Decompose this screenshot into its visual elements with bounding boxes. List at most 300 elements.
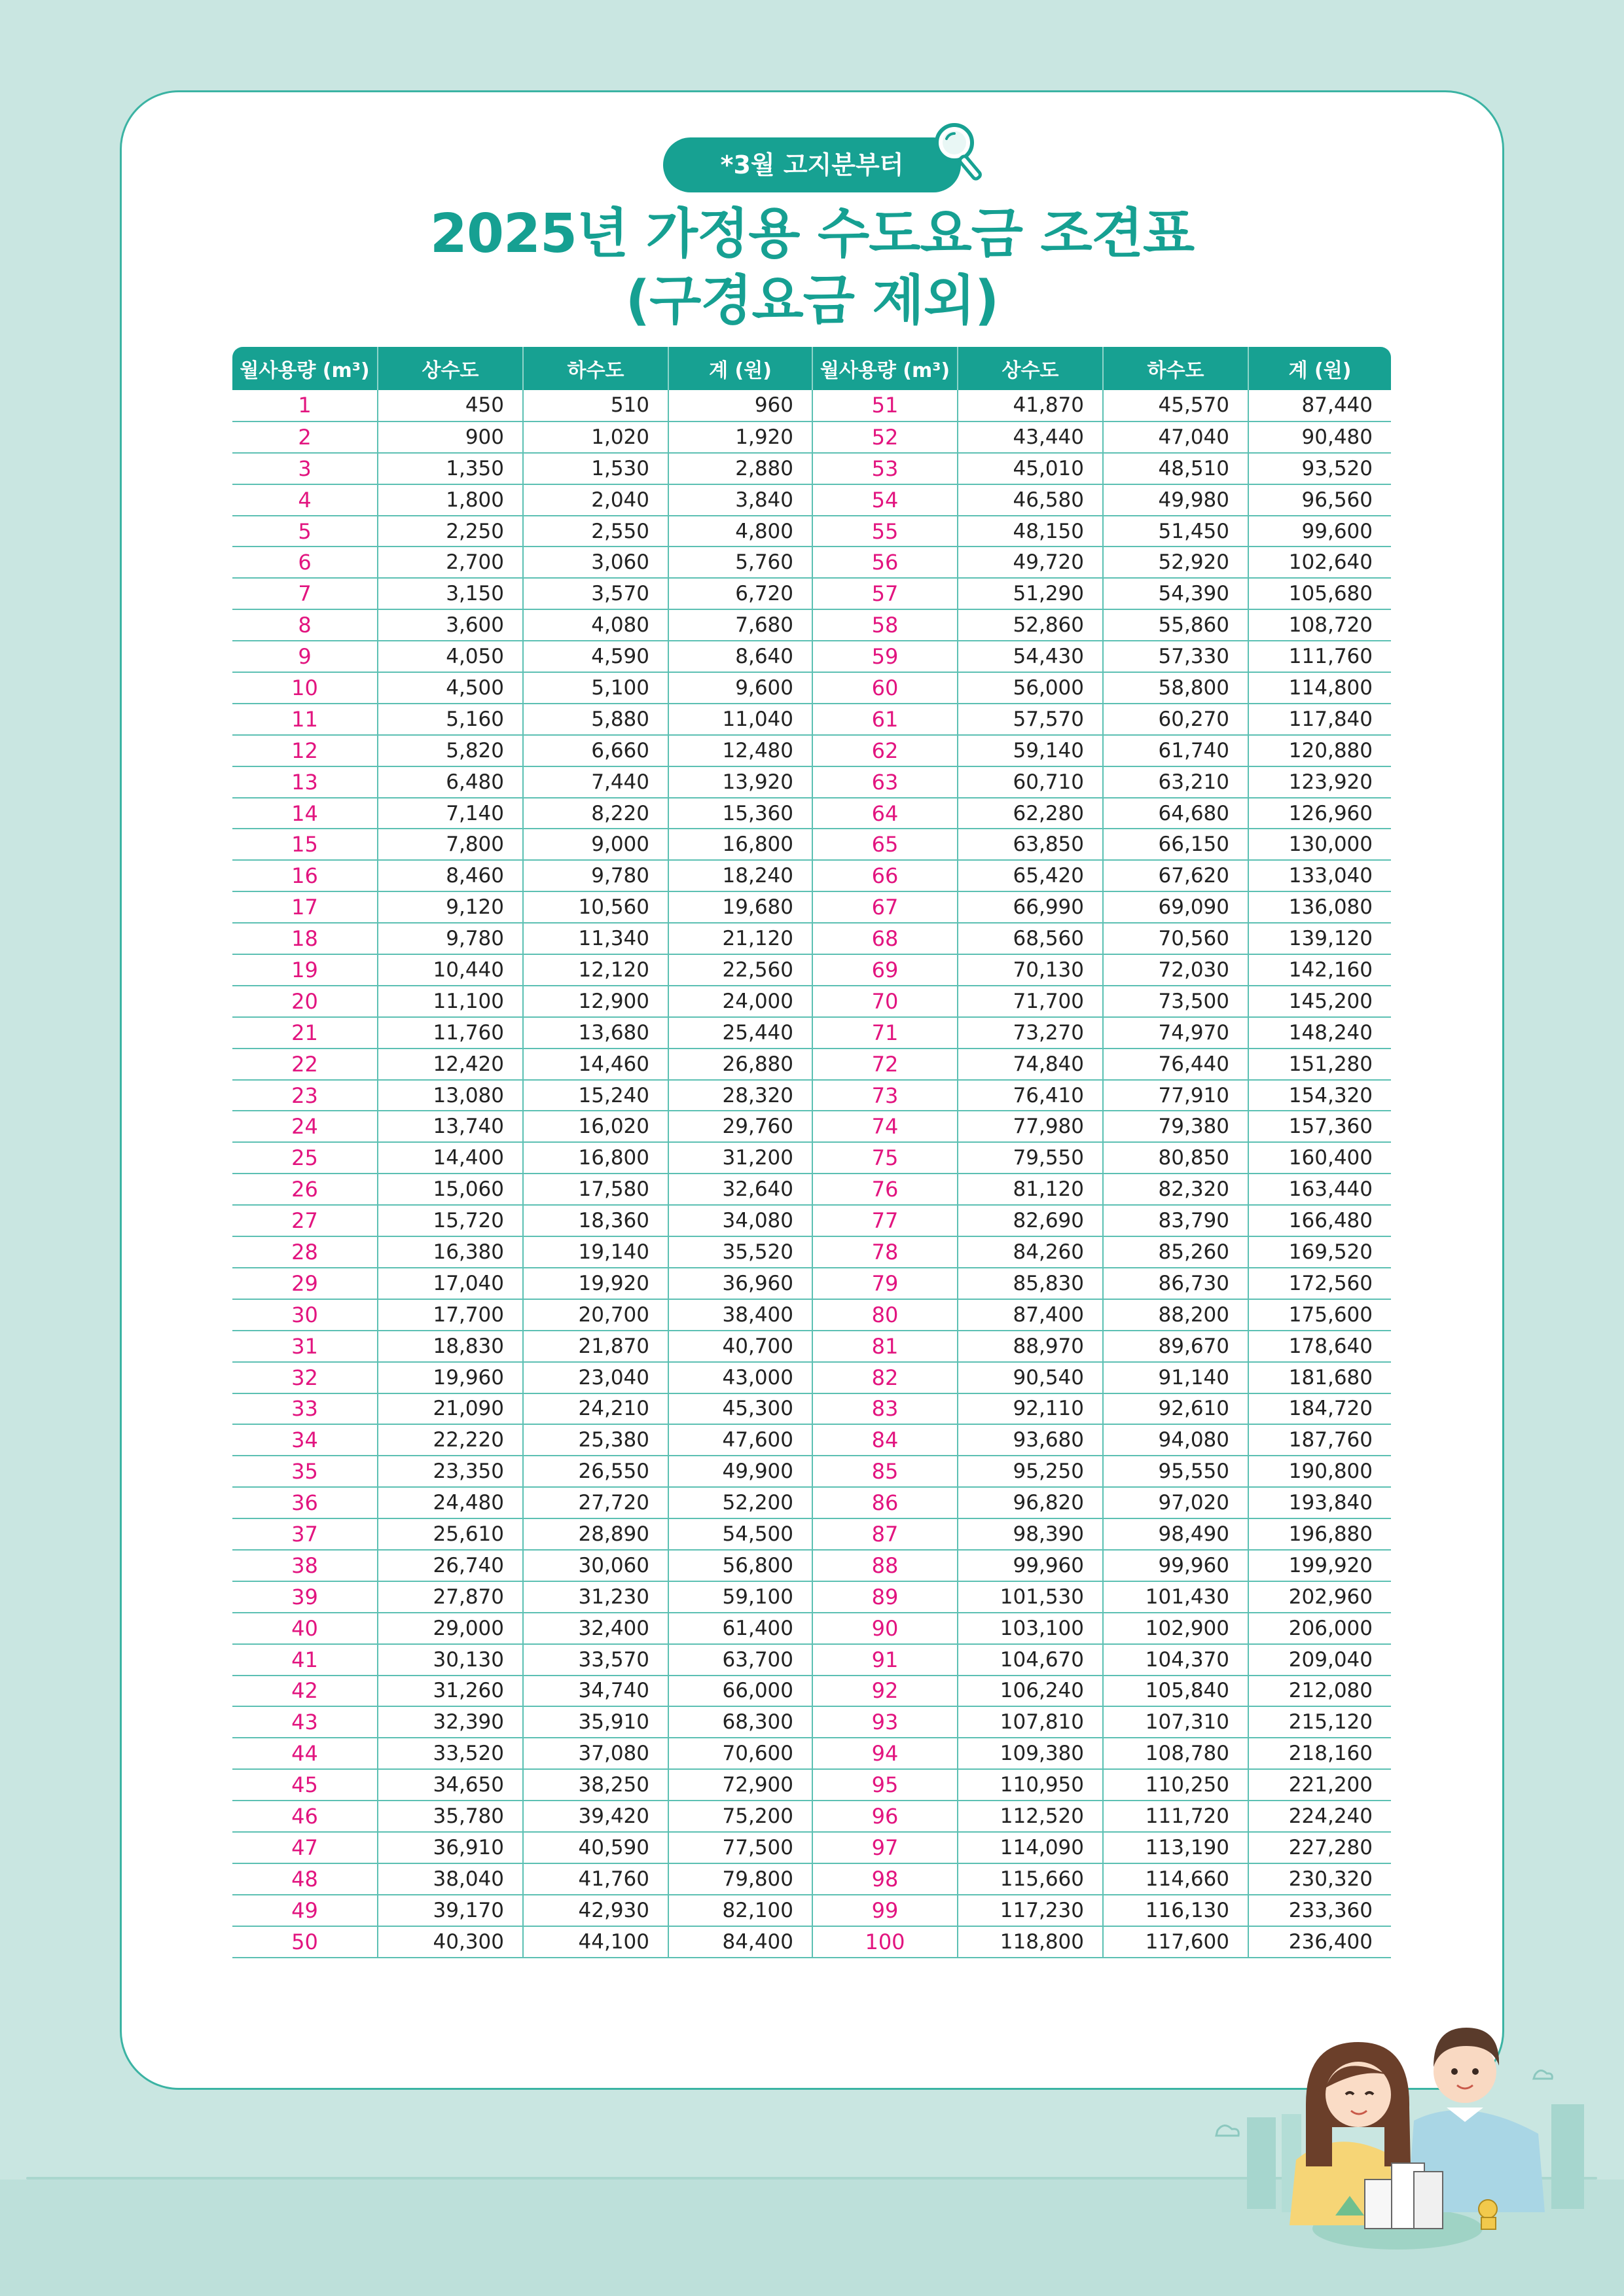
cell-sewer: 88,200 [1103,1299,1248,1331]
table-row [232,860,1391,891]
cell-water: 15,060 [378,1174,523,1205]
cell-total: 24,000 [668,986,812,1017]
cell-water: 8,460 [378,860,523,891]
cell-water: 7,140 [378,798,523,829]
table-row [232,704,1391,735]
cell-total: 227,280 [1248,1832,1391,1863]
cell-water: 87,400 [958,1299,1103,1331]
cell-water: 13,080 [378,1080,523,1111]
cell-water: 60,710 [958,766,1103,798]
cell-usage: 88 [812,1550,958,1581]
cell-usage: 54 [812,484,958,516]
cell-sewer: 99,960 [1103,1550,1248,1581]
cell-water: 62,280 [958,798,1103,829]
cell-total: 32,640 [668,1174,812,1205]
cell-water: 81,120 [958,1174,1103,1205]
cell-total: 120,880 [1248,735,1391,766]
cell-usage: 21 [232,1017,378,1049]
cell-total: 199,920 [1248,1550,1391,1581]
cell-sewer: 73,500 [1103,986,1248,1017]
table-row [232,641,1391,672]
table-row [232,1299,1391,1331]
cell-usage: 95 [812,1769,958,1801]
cell-sewer: 16,800 [523,1142,668,1174]
cell-usage: 60 [812,672,958,704]
cell-water: 1,800 [378,484,523,516]
cell-total: 16,800 [668,829,812,860]
cell-water: 106,240 [958,1676,1103,1707]
cell-usage: 87 [812,1518,958,1550]
cell-total: 114,800 [1248,672,1391,704]
cell-sewer: 55,860 [1103,609,1248,641]
cell-sewer: 38,250 [523,1769,668,1801]
cell-water: 16,380 [378,1236,523,1268]
cell-sewer: 9,780 [523,860,668,891]
cell-total: 212,080 [1248,1676,1391,1707]
cell-sewer: 3,570 [523,578,668,609]
cell-total: 6,720 [668,578,812,609]
cell-usage: 46 [232,1801,378,1832]
cell-sewer: 76,440 [1103,1049,1248,1080]
cell-total: 31,200 [668,1142,812,1174]
cell-water: 118,800 [958,1926,1103,1958]
table-row [232,1613,1391,1644]
cell-usage: 23 [232,1080,378,1111]
cell-usage: 51 [812,390,958,422]
cell-total: 5,760 [668,547,812,578]
cell-usage: 70 [812,986,958,1017]
cell-sewer: 4,590 [523,641,668,672]
table-row [232,1738,1391,1769]
fee-table [232,347,1391,1958]
cell-usage: 57 [812,578,958,609]
cell-usage: 20 [232,986,378,1017]
cell-usage: 96 [812,1801,958,1832]
cell-water: 56,000 [958,672,1103,704]
cell-sewer: 80,850 [1103,1142,1248,1174]
cell-water: 1,350 [378,453,523,484]
cell-water: 112,520 [958,1801,1103,1832]
cell-usage: 80 [812,1299,958,1331]
cell-sewer: 104,370 [1103,1644,1248,1676]
cell-sewer: 25,380 [523,1424,668,1456]
cell-total: 105,680 [1248,578,1391,609]
cell-usage: 8 [232,609,378,641]
cell-total: 47,600 [668,1424,812,1456]
cell-total: 187,760 [1248,1424,1391,1456]
table-row [232,1801,1391,1832]
cell-water: 11,760 [378,1017,523,1049]
cell-total: 136,080 [1248,891,1391,923]
table-row [232,1926,1391,1958]
cell-sewer: 77,910 [1103,1080,1248,1111]
cell-usage: 29 [232,1268,378,1299]
table-row [232,484,1391,516]
cell-water: 39,170 [378,1895,523,1926]
cell-water: 40,300 [378,1926,523,1958]
cell-usage: 58 [812,609,958,641]
table-row [232,766,1391,798]
cell-sewer: 15,240 [523,1080,668,1111]
table-row [232,516,1391,547]
cell-usage: 83 [812,1393,958,1425]
table-row [232,1331,1391,1362]
cell-total: 184,720 [1248,1393,1391,1425]
cell-sewer: 40,590 [523,1832,668,1863]
col-header-usage: 월사용량 (m³) [812,347,958,390]
cell-usage: 62 [812,735,958,766]
cell-usage: 24 [232,1111,378,1142]
cell-sewer: 79,380 [1103,1111,1248,1142]
cell-usage: 82 [812,1362,958,1393]
cell-sewer: 113,190 [1103,1832,1248,1863]
cell-usage: 41 [232,1644,378,1676]
cell-total: 133,040 [1248,860,1391,891]
cell-water: 9,120 [378,891,523,923]
cell-sewer: 69,090 [1103,891,1248,923]
cell-water: 14,400 [378,1142,523,1174]
table-row [232,390,1391,422]
table-row [232,1236,1391,1268]
cell-water: 90,540 [958,1362,1103,1393]
cell-sewer: 42,930 [523,1895,668,1926]
cell-sewer: 54,390 [1103,578,1248,609]
cell-usage: 38 [232,1550,378,1581]
cell-total: 35,520 [668,1236,812,1268]
table-row [232,1142,1391,1174]
cell-sewer: 17,580 [523,1174,668,1205]
cell-water: 18,830 [378,1331,523,1362]
cell-sewer: 48,510 [1103,453,1248,484]
cell-sewer: 116,130 [1103,1895,1248,1926]
cell-water: 11,100 [378,986,523,1017]
cell-total: 96,560 [1248,484,1391,516]
cell-sewer: 44,100 [523,1926,668,1958]
cell-total: 75,200 [668,1801,812,1832]
cell-sewer: 97,020 [1103,1487,1248,1518]
cell-total: 68,300 [668,1706,812,1738]
cell-sewer: 94,080 [1103,1424,1248,1456]
cell-water: 7,800 [378,829,523,860]
cell-sewer: 82,320 [1103,1174,1248,1205]
cell-usage: 78 [812,1236,958,1268]
cell-water: 85,830 [958,1268,1103,1299]
cell-water: 35,780 [378,1801,523,1832]
cell-usage: 92 [812,1676,958,1707]
cell-sewer: 31,230 [523,1581,668,1613]
cell-water: 109,380 [958,1738,1103,1769]
cell-water: 33,520 [378,1738,523,1769]
cell-water: 70,130 [958,954,1103,986]
cell-total: 26,880 [668,1049,812,1080]
cell-total: 215,120 [1248,1706,1391,1738]
cell-usage: 10 [232,672,378,704]
table-row [232,1362,1391,1393]
cell-water: 79,550 [958,1142,1103,1174]
cell-sewer: 23,040 [523,1362,668,1393]
cell-usage: 25 [232,1142,378,1174]
cell-total: 178,640 [1248,1331,1391,1362]
cell-total: 70,600 [668,1738,812,1769]
col-header-sewer: 하수도 [1103,347,1248,390]
cell-water: 99,960 [958,1550,1103,1581]
table-row [232,1456,1391,1487]
table-row [232,1581,1391,1613]
cell-sewer: 86,730 [1103,1268,1248,1299]
cell-water: 9,780 [378,923,523,954]
cell-water: 2,250 [378,516,523,547]
cell-total: 66,000 [668,1676,812,1707]
cell-sewer: 58,800 [1103,672,1248,704]
cell-total: 166,480 [1248,1205,1391,1236]
table-row [232,923,1391,954]
page-subtitle: (구경요금 제외) [625,270,999,332]
cell-usage: 26 [232,1174,378,1205]
cell-total: 25,440 [668,1017,812,1049]
cell-usage: 11 [232,704,378,735]
cell-total: 93,520 [1248,453,1391,484]
cell-sewer: 26,550 [523,1456,668,1487]
cell-total: 19,680 [668,891,812,923]
table-row [232,1550,1391,1581]
cell-total: 54,500 [668,1518,812,1550]
cell-water: 54,430 [958,641,1103,672]
cell-water: 5,820 [378,735,523,766]
cell-sewer: 114,660 [1103,1863,1248,1895]
cell-water: 36,910 [378,1832,523,1863]
cell-usage: 9 [232,641,378,672]
cell-total: 7,680 [668,609,812,641]
cell-total: 90,480 [1248,422,1391,453]
cell-total: 3,840 [668,484,812,516]
cell-water: 117,230 [958,1895,1103,1926]
cell-sewer: 1,020 [523,422,668,453]
cell-sewer: 30,060 [523,1550,668,1581]
cell-total: 126,960 [1248,798,1391,829]
cell-usage: 53 [812,453,958,484]
cell-total: 9,600 [668,672,812,704]
table-row [232,1017,1391,1049]
cell-water: 104,670 [958,1644,1103,1676]
cell-water: 10,440 [378,954,523,986]
cell-usage: 85 [812,1456,958,1487]
cell-usage: 61 [812,704,958,735]
cell-water: 900 [378,422,523,453]
cell-total: 8,640 [668,641,812,672]
cell-sewer: 5,100 [523,672,668,704]
cell-total: 224,240 [1248,1801,1391,1832]
cell-sewer: 61,740 [1103,735,1248,766]
cell-usage: 86 [812,1487,958,1518]
cell-sewer: 91,140 [1103,1362,1248,1393]
cell-sewer: 28,890 [523,1518,668,1550]
cell-water: 23,350 [378,1456,523,1487]
cell-sewer: 67,620 [1103,860,1248,891]
cell-usage: 77 [812,1205,958,1236]
cell-sewer: 27,720 [523,1487,668,1518]
col-header-water: 상수도 [378,347,523,390]
cell-total: 123,920 [1248,766,1391,798]
cell-usage: 91 [812,1644,958,1676]
cell-sewer: 34,740 [523,1676,668,1707]
cell-usage: 6 [232,547,378,578]
table-row [232,1832,1391,1863]
cell-water: 51,290 [958,578,1103,609]
cell-water: 101,530 [958,1581,1103,1613]
cell-total: 233,360 [1248,1895,1391,1926]
badge: *3월 고지분부터 [663,137,961,192]
cell-sewer: 32,400 [523,1613,668,1644]
cell-usage: 90 [812,1613,958,1644]
cell-total: 1,920 [668,422,812,453]
cell-sewer: 92,610 [1103,1393,1248,1425]
cell-sewer: 85,260 [1103,1236,1248,1268]
table-row [232,1863,1391,1895]
table-row [232,578,1391,609]
cell-water: 48,150 [958,516,1103,547]
cell-total: 15,360 [668,798,812,829]
cell-usage: 12 [232,735,378,766]
col-header-total: 계 (원) [1248,347,1391,390]
cell-sewer: 95,550 [1103,1456,1248,1487]
cell-sewer: 63,210 [1103,766,1248,798]
table-header-row [232,347,1391,390]
cell-water: 57,570 [958,704,1103,735]
cell-water: 114,090 [958,1832,1103,1863]
cell-sewer: 16,020 [523,1111,668,1142]
cell-total: 18,240 [668,860,812,891]
cell-total: 34,080 [668,1205,812,1236]
cell-sewer: 41,760 [523,1863,668,1895]
table-row [232,954,1391,986]
table-row [232,1080,1391,1111]
cell-usage: 99 [812,1895,958,1926]
cell-total: 36,960 [668,1268,812,1299]
cell-water: 13,740 [378,1111,523,1142]
table-row [232,1769,1391,1801]
cell-water: 65,420 [958,860,1103,891]
cell-sewer: 52,920 [1103,547,1248,578]
cell-usage: 100 [812,1926,958,1958]
cell-usage: 59 [812,641,958,672]
cell-usage: 63 [812,766,958,798]
table-row [232,1393,1391,1425]
cell-sewer: 21,870 [523,1331,668,1362]
cell-water: 450 [378,390,523,422]
cell-sewer: 3,060 [523,547,668,578]
cell-usage: 5 [232,516,378,547]
cell-sewer: 105,840 [1103,1676,1248,1707]
cell-sewer: 66,150 [1103,829,1248,860]
table-row [232,798,1391,829]
cell-water: 29,000 [378,1613,523,1644]
cell-usage: 16 [232,860,378,891]
cell-sewer: 110,250 [1103,1769,1248,1801]
cell-total: 236,400 [1248,1926,1391,1958]
cell-sewer: 47,040 [1103,422,1248,453]
cell-usage: 48 [232,1863,378,1895]
cell-total: 181,680 [1248,1362,1391,1393]
cell-total: 56,800 [668,1550,812,1581]
cell-usage: 43 [232,1706,378,1738]
table-row [232,1487,1391,1518]
cell-total: 206,000 [1248,1613,1391,1644]
cell-sewer: 13,680 [523,1017,668,1049]
cell-usage: 36 [232,1487,378,1518]
cell-total: 12,480 [668,735,812,766]
cell-usage: 71 [812,1017,958,1049]
cell-sewer: 98,490 [1103,1518,1248,1550]
col-header-total: 계 (원) [668,347,812,390]
cell-water: 22,220 [378,1424,523,1456]
cell-total: 202,960 [1248,1581,1391,1613]
cell-total: 43,000 [668,1362,812,1393]
cell-total: 49,900 [668,1456,812,1487]
cell-sewer: 35,910 [523,1706,668,1738]
cell-water: 5,160 [378,704,523,735]
cell-sewer: 39,420 [523,1801,668,1832]
cell-usage: 2 [232,422,378,453]
cell-water: 96,820 [958,1487,1103,1518]
cell-sewer: 7,440 [523,766,668,798]
cell-total: 82,100 [668,1895,812,1926]
cell-usage: 15 [232,829,378,860]
cell-usage: 31 [232,1331,378,1362]
cell-usage: 73 [812,1080,958,1111]
cell-usage: 75 [812,1142,958,1174]
cell-sewer: 89,670 [1103,1331,1248,1362]
cell-sewer: 70,560 [1103,923,1248,954]
cell-sewer: 5,880 [523,704,668,735]
cell-sewer: 20,700 [523,1299,668,1331]
cell-total: 163,440 [1248,1174,1391,1205]
cell-water: 115,660 [958,1863,1103,1895]
cell-total: 102,640 [1248,547,1391,578]
cell-sewer: 1,530 [523,453,668,484]
cell-total: 45,300 [668,1393,812,1425]
cell-water: 71,700 [958,986,1103,1017]
cell-sewer: 64,680 [1103,798,1248,829]
cell-sewer: 19,920 [523,1268,668,1299]
table-row [232,1895,1391,1926]
col-header-water: 상수도 [958,347,1103,390]
cell-water: 15,720 [378,1205,523,1236]
cell-water: 68,560 [958,923,1103,954]
cell-usage: 64 [812,798,958,829]
cell-usage: 81 [812,1331,958,1362]
cell-usage: 47 [232,1832,378,1863]
cell-usage: 30 [232,1299,378,1331]
cell-water: 76,410 [958,1080,1103,1111]
table-row [232,1518,1391,1550]
cell-total: 209,040 [1248,1644,1391,1676]
cell-usage: 13 [232,766,378,798]
cell-water: 93,680 [958,1424,1103,1456]
cell-water: 88,970 [958,1331,1103,1362]
cell-usage: 18 [232,923,378,954]
cell-sewer: 49,980 [1103,484,1248,516]
cell-sewer: 45,570 [1103,390,1248,422]
cell-total: 21,120 [668,923,812,954]
cell-water: 4,050 [378,641,523,672]
cell-water: 45,010 [958,453,1103,484]
cell-sewer: 4,080 [523,609,668,641]
cell-usage: 72 [812,1049,958,1080]
cell-sewer: 60,270 [1103,704,1248,735]
cell-water: 12,420 [378,1049,523,1080]
cell-usage: 68 [812,923,958,954]
cell-usage: 32 [232,1362,378,1393]
